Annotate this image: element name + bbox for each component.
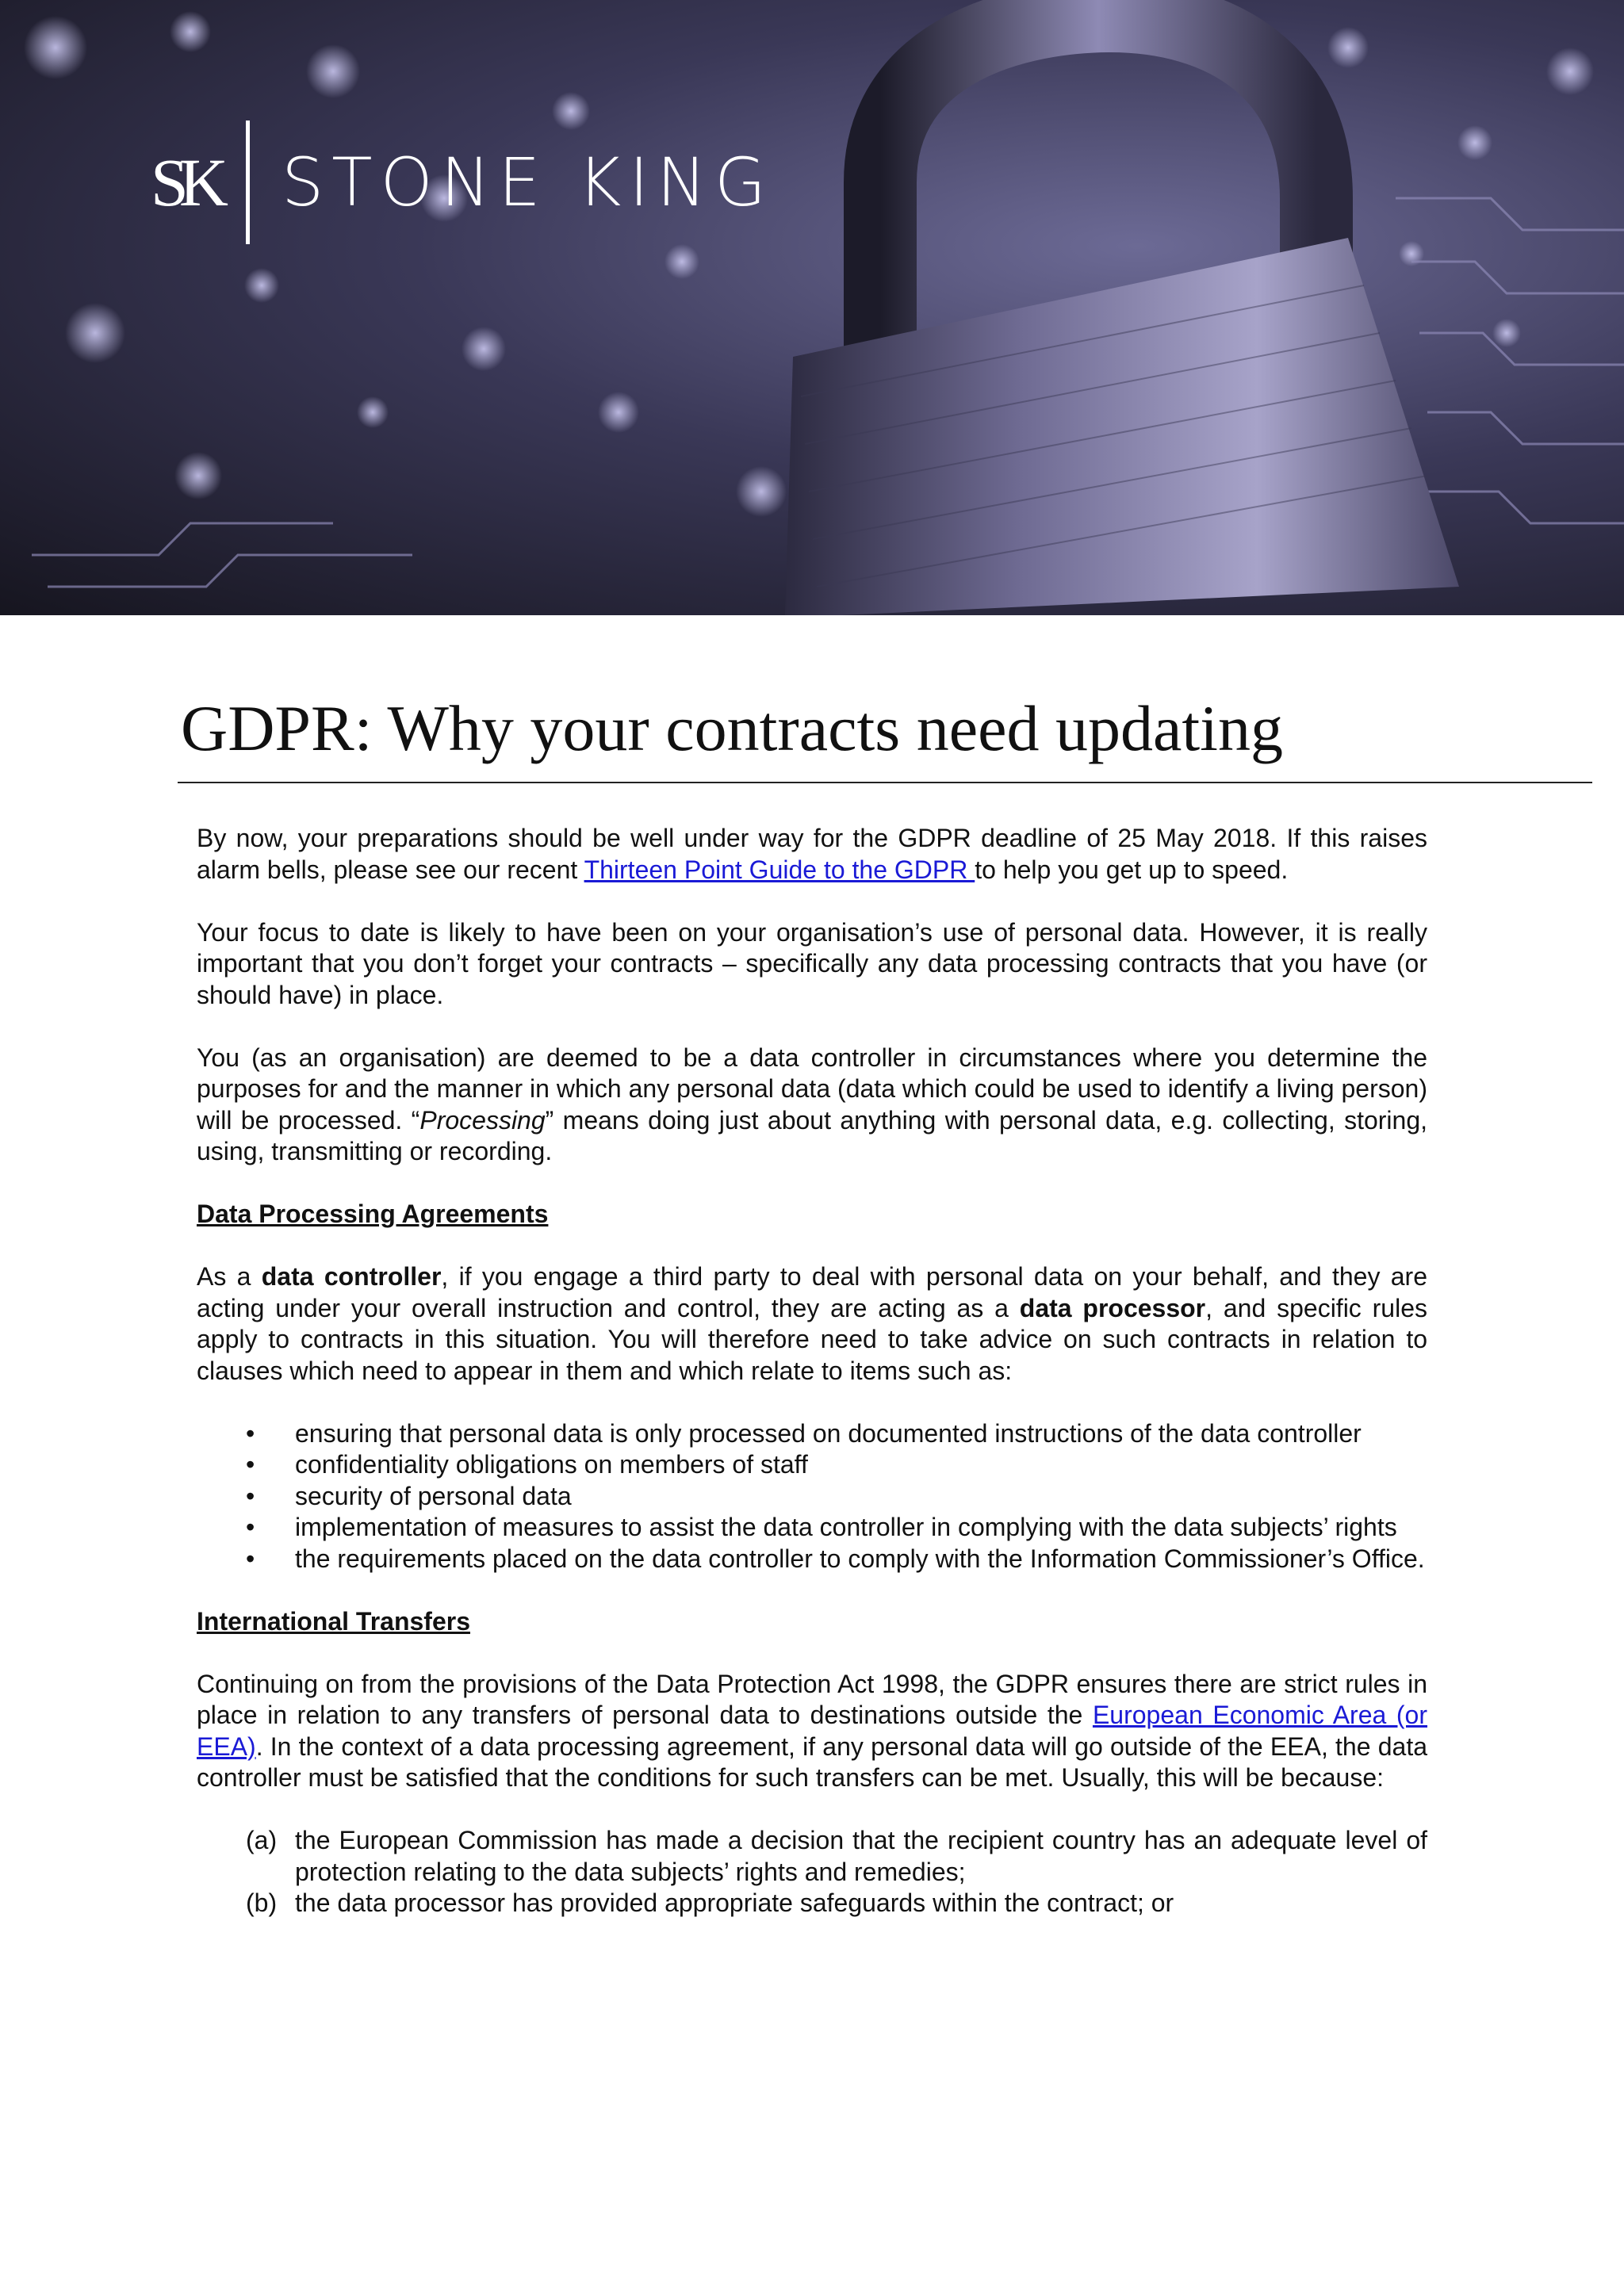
conditions-list: [197, 1825, 1427, 1919]
list-item: • implementation of measures to assist the data controller in complying with the data subjects’ rights: [197, 1512, 1427, 1544]
bullet-icon: •: [246, 1450, 255, 1479]
clause-list: [197, 1418, 1427, 1575]
processor-paragraph: As a data controller, if you engage a third party to deal with personal data on your behalf, and they are acting under your overall instruction and control, they are acting as a data processor, and specific rules apply to contracts in this situation. You will therefore need to take advice on such contracts in relation to clauses which need to appear in them and which relate to items such as:: [197, 1262, 1428, 1385]
list-item: (a) the European Commission has made a decision that the recipient country has an adequate level of protection relating to the data subjects’ rights and remedies;: [246, 1826, 1427, 1886]
logo-divider: [246, 121, 250, 244]
list-item: • the requirements placed on the data controller to comply with the Information Commissioner’s Office.: [197, 1544, 1427, 1575]
bullet-icon: •: [246, 1513, 255, 1541]
controller-paragraph: You (as an organisation) are deemed to be a data controller in circumstances where you determine the purposes for and the manner in which any personal data (data which could be used to identify a living person) will be processed. “Processing” means doing just about anything with personal data, e.g. collecting, storing, using, transmitting or recording.: [197, 1043, 1428, 1165]
document-body: [197, 823, 1427, 1919]
header-banner: [0, 0, 1624, 615]
section-heading-international-transfers: International Transfers: [197, 1606, 470, 1636]
bullet-icon: •: [246, 1481, 255, 1510]
stone-king-logo: [151, 119, 774, 246]
title-divider: [178, 782, 1592, 783]
thirteen-point-guide-link[interactable]: Thirteen Point Guide to the GDPR: [584, 855, 975, 884]
intro-paragraph: By now, your preparations should be well under way for the GDPR deadline of 25 May 2018. If this raises alarm bells, please see our recent Thirteen Point Guide to the GDPR to help you get up to speed.: [197, 824, 1427, 884]
section-heading-data-processing: Data Processing Agreements: [197, 1200, 549, 1228]
padlock-banner-image: [0, 0, 1624, 615]
bullet-icon: •: [246, 1418, 255, 1448]
item-label: (a): [246, 1826, 278, 1854]
eea-link[interactable]: European Economic Area (or EEA): [197, 1701, 1428, 1761]
logo-mark: SK: [151, 144, 219, 220]
transfers-paragraph: Continuing on from the provisions of the Data Protection Act 1998, the GDPR ensures there are strict rules in place in relation to any transfers of personal data to destinations outside the European Economic Area (or EEA). In the context of a data processing agreement, if any personal data will go outside of the EEA, the data controller must be satisfied that the conditions for such transfers can be met. Usually, this will be because:: [197, 1669, 1428, 1792]
bullet-icon: •: [246, 1544, 255, 1573]
list-item: • ensuring that personal data is only processed on documented instructions of the data controller: [197, 1418, 1427, 1450]
list-item: • security of personal data: [197, 1481, 1427, 1513]
page-title: GDPR: Why your contracts need updating: [181, 692, 1283, 764]
item-label: (b): [246, 1888, 278, 1917]
list-item: (b) the data processor has provided appropriate safeguards within the contract; or: [197, 1888, 1427, 1919]
logo-text: STONE KING: [281, 144, 775, 221]
list-item: • confidentiality obligations on members of staff: [197, 1449, 1427, 1481]
focus-paragraph: Your focus to date is likely to have been on your organisation’s use of personal data. However, it is really important that you don’t forget your contracts – specifically any data processing contracts that you have (or should have) in place.: [197, 917, 1427, 1009]
